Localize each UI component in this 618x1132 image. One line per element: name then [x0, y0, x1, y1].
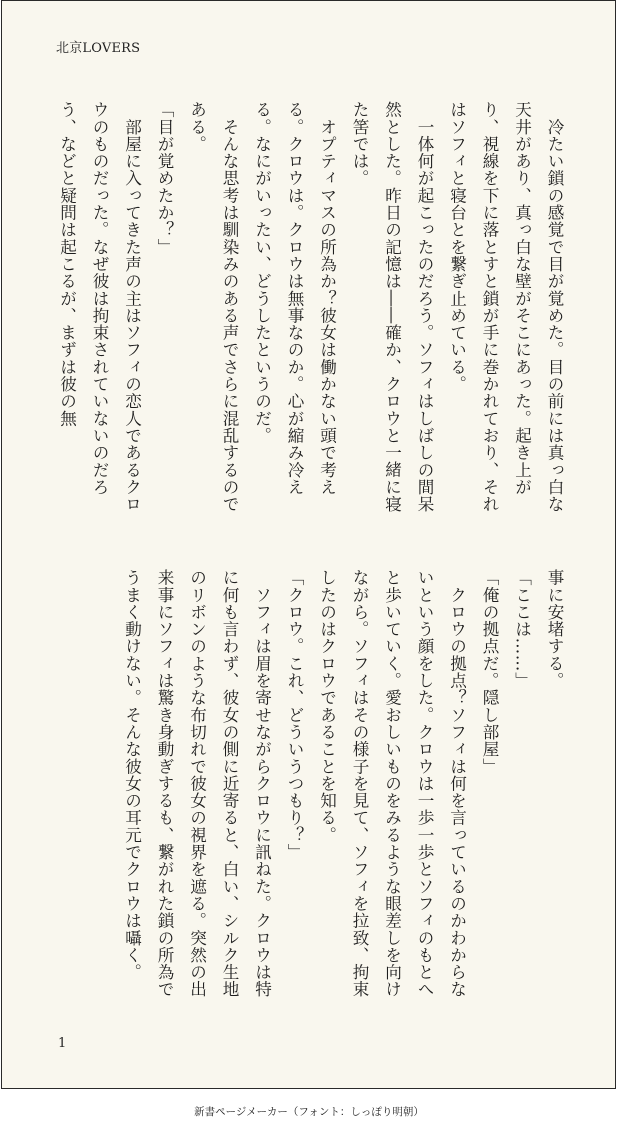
paragraph: オプティマスの所為か？彼女は働かない頭で考える。クロウは。クロウは無事なのか。心が縮み冷える。なにがいったい、どうしたというのだ。: [252, 101, 337, 496]
paragraph: そんな思考は馴染みのある声でさらに混乱するのである。: [187, 101, 239, 513]
paragraph: クロウの拠点？ソフィは何を言っているのかわからないという顔をした。クロウは一歩一歩とソフィのもとへと歩いていく。愛おしいものをみるような眼差しを向けながら。ソフィはその様子を見て、ソフィを拉致、拘束したのはクロウであることを知る。: [317, 569, 467, 998]
text-column-top: [50, 101, 570, 523]
generator-caption: 新書ページメーカー（フォント：しっぽり明朝）: [194, 1106, 424, 1118]
paragraph: 一体何が起こったのだろう。ソフィはしばしの間呆然とした。昨日の記憶は――確か、クロウと一緒に寝た筈では。: [350, 101, 434, 513]
paragraph: 冷たい鎖の感覚で目が覚めた。目の前には真っ白な天井があり、真っ白な壁がそこにあった。起き上がり、視線を下に落とすと鎖が手に巻かれており、それはソフィと寝台とを繋ぎ止めている。: [447, 101, 564, 513]
paragraph: 「目が覚めたか？」: [155, 101, 174, 256]
running-header-title: 北京LOVERS: [56, 41, 141, 56]
book-page: [1, 0, 616, 1089]
paragraph: 「ここは……」: [512, 569, 532, 690]
text-column-bottom: [50, 569, 570, 1009]
page-number: 1: [58, 1036, 67, 1051]
paragraph: 部屋に入ってきた声の主はソフィの恋人であるクロウのものだった。なぜ彼は拘束されていないのだろう、などと疑問は起こるが、まずは彼の無: [57, 101, 142, 513]
paragraph: 「クロウ。これ、どういうつもり？」: [285, 569, 304, 861]
paragraph: ソフィは眉を寄せながらクロウに訊ねた。クロウは特に何も言わず、彼女の側に近寄ると、白い、シルク生地のリボンのような布切れで彼女の視界を遮る。突然の出来事にソフィは驚き身動ぎするも、繋がれた鎖の所為でうまく動けない。そんな彼女の耳元でクロウは囁く。: [122, 569, 272, 998]
paragraph: 事に安堵する。: [545, 569, 564, 690]
paragraph: 「俺の拠点だ。隠し部屋」: [480, 569, 499, 775]
